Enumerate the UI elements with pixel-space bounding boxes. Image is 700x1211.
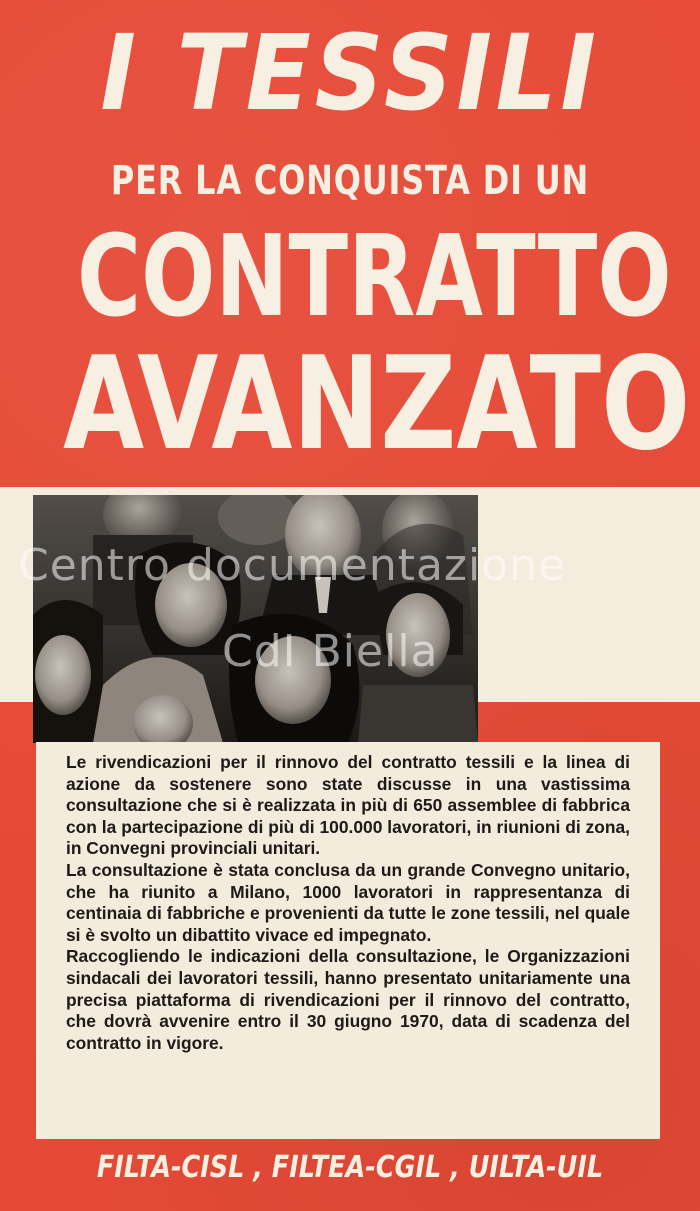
watermark-line-2: CdI Biella — [222, 626, 439, 677]
headline-line-1: CONTRATTO — [77, 212, 672, 342]
headline-line-2: AVANZATO — [63, 330, 691, 479]
poster-subtitle: PER LA CONQUISTA DI UN — [110, 158, 590, 204]
poster-title: I TESSILI — [100, 12, 600, 134]
watermark-line-1: Centro documentazione — [18, 540, 567, 591]
workers-photo — [33, 495, 478, 743]
body-paragraph-3: Raccogliendo le indicazioni della consultazione, le Organizzazioni sindacali dei lavoratori tessili, hanno presentato unitariamente una precisa piattaforma di rivendicazioni per il rinnovo del contratto, che dovrà avvenire entro il 30 giugno 1970, data di scadenza del contratto in vigore. — [66, 946, 630, 1053]
body-text-box — [36, 742, 660, 1139]
footer-unions: FILTA-CISL , FILTEA-CGIL , UILTA-UIL — [96, 1150, 604, 1185]
workers-photo-image — [33, 495, 478, 743]
body-paragraph-1: Le rivendicazioni per il rinnovo del contratto tessili e la linea di azione da sostenere sono state discusse in una vastissima consultazione che si è realizzata in più di 650 assemblee di fabbrica con la partecipazione di più di 100.000 lavoratori, in riunioni di zona, in Convegni provinciali unitari. — [66, 752, 630, 859]
body-paragraph-2: La consultazione è stata conclusa da un grande Convegno unitario, che ha riunito a Milano, 1000 lavoratori in rappresentanza di centinaia di fabbriche e provenienti da tutte le zone tessili, nel quale si è svolto un dibattito vivace ed impegnato. — [66, 859, 630, 945]
